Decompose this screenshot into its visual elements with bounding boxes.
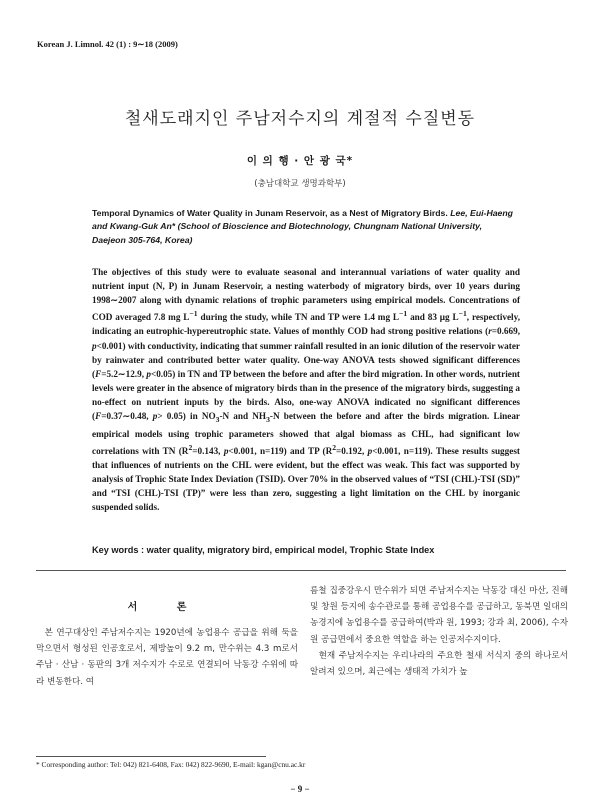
body-column-left [36,625,298,690]
body-paragraph: 름철 집중강우시 만수위가 되면 주남저수지는 낙동강 대신 마산, 진해 및 창원 등지에 송수관로를 통해 공업용수를 공급하고, 동북면 일대의 농경지에 농업용수를 공급하여(박과 원, 1993; 강과 최, 2006), 수자원 공급면에서 중요한 역할을 하는 인공저수지이다. [310,586,568,645]
body-paragraph: 현재 주남저수지는 우리나라의 주요한 철새 서식지 중의 하나로서 알려져 있으며, 최근에는 생태적 가치가 높 [310,650,568,678]
running-head: Korean J. Limnol. 42 (1) : 9∼18 (2009) [37,39,178,49]
body-column-right [310,583,568,680]
abstract: The objectives of this study were to evaluate seasonal and interannual variations of water quality and nutrient input (N, P) in Junam Reservoir, a nesting waterbody of migratory birds, over 10 years during 1998∼2007 along with dynamic relations of trophic parameters using empirical models. Concentrations of COD averaged 7.8 mg $L^{-1}$ during the study, while TN and TP were 1.4 mg $L^{-1}$ and 83 μg $L^{-1}$, respectively, indicating an eutrophic-hypereutrophic state. Values of monthly COD had strong positive relations (r=0.669, p<0.001) with conductivity, indicating that summer rainfall resulted in an ionic dilution of the reservoir water by rainwater and contributed better water quality. One-way ANOVA tests showed significant differences (F=5.2∼12.9, p<0.05) in TN and TP between the before and after the bird migration. In other words, nutrient levels were greater in the absence of migratory birds than in the presence of the migratory birds, suggesting a no-effect on nutrient inputs by the birds. Also, one-way ANOVA indicated no significant differences (F=0.37∼0.48, p> 0.05) in $NO_3-N$ and $NH_3-N$ between the before and after the birds migration. Linear empirical models using trophic parameters showed that algal biomass as CHL, had significant low correlations with TN ($R^2=0.143$, p<0.001, n=119) and TP ($R^2=0.192$, p<0.001, n=119). These results suggest that influences of nutrients on the CHL were evident, but the effect was weak. This fact was supported by analysis of Trophic State Index Deviation (TSID). Over 70% in the observed values of “TSI (CHL)-TSI (SD)” and “TSI (CHL)-TSI (TP)” were less than zero, suggesting a light limitation on the CHL by inorganic suspended solids. [92,267,520,513]
footnote-divider [36,756,266,757]
english-title: Temporal Dynamics of Water Quality in Junam Reservoir, as a Nest of Migratory Birds. [92,208,448,218]
body-paragraph: 본 연구대상인 주남저수지는 1920년에 농업용수 공급을 위해 둑을 막으면서 형성된 인공호로서, 제방높이 9.2 m, 만수위는 4.3 m로서 주남 · 산남 · 동판의 3개 저수지가 수로로 연결되어 낙동강 수위에 따라 변동한다. 여 [36,628,298,687]
korean-affiliation: (충남대학교 생명과학부) [254,179,346,189]
keywords: Key words : water quality, migratory bird, empirical model, Trophic State Index [92,545,435,555]
korean-authors: 이 의 행 · 안 광 국* [246,155,354,167]
korean-title: 철새도래지인 주남저수지의 계절적 수질변동 [124,109,476,129]
english-authors: Lee, Eui-Haeng and Kwang-Guk An* (School of Bioscience and Biotechnology, Chungnam National University, Daejeon 305-764, Korea) [92,208,513,245]
section-title: 서 론 [127,602,205,613]
section-divider [36,570,566,571]
english-title-block [92,207,518,247]
page-number: − 9 − [290,784,310,794]
footnote: * Corresponding author: Tel: 042) 821-6408, Fax: 042) 822-9690, E-mail: kgan@cnu.ac.kr [36,760,306,769]
